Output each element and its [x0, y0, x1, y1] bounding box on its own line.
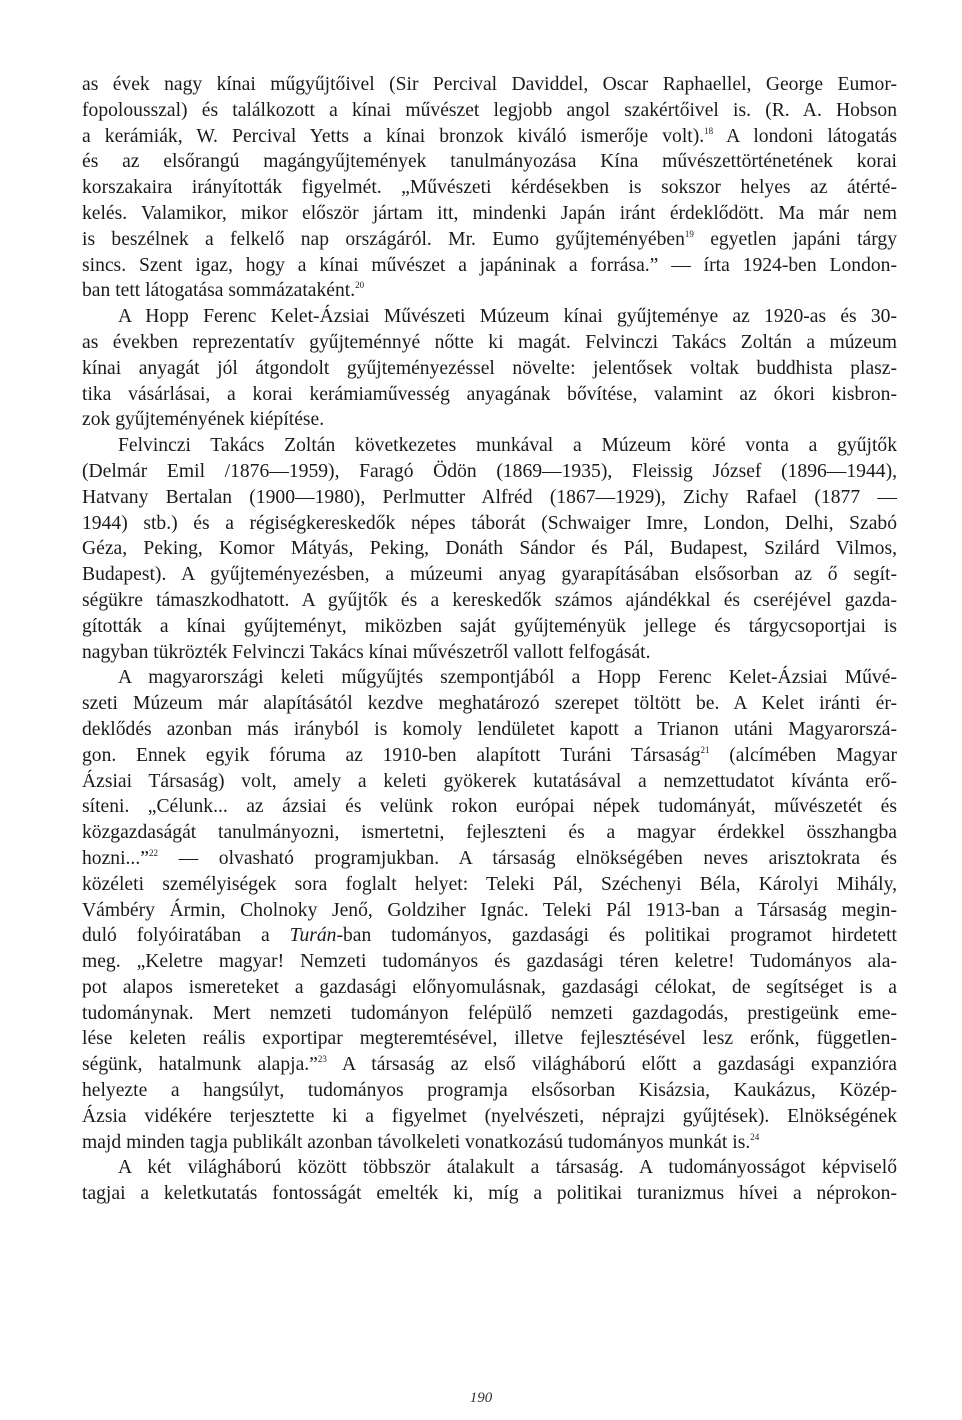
text-line: as évek nagy kínai műgyűjtőivel (Sir Percival Daviddel, Oscar Raphaellel, George Eumor- [82, 74, 897, 95]
text-line: A magyarországi keleti műgyűjtés szempontjából a Hopp Ferenc Kelet-Ázsiai Művé- [118, 667, 897, 689]
footnote-ref: 18 [704, 125, 714, 136]
paragraph-3 [82, 433, 897, 665]
text-line: meg. „Keletre magyar! Nemzeti tudományos és gazdasági téren keletre! Tudományos ala- [82, 951, 897, 973]
text-span: (alcímében Magyar [709, 744, 897, 766]
text-line: tudománynak. Mert nemzeti tudományon felépülő nemzeti gazdagodás, prestigeünk eme- [82, 1002, 897, 1024]
footnote-ref: 20 [355, 280, 365, 291]
text-line: Ázsia vidékére terjesztette ki a figyelmet (nyelvészeti, néprajzi gyűjtések). Elnökségének [82, 1105, 897, 1127]
text-line: kelés. Valamikor, mikor először jártam itt, mindenki Japán iránt érdeklődött. Ma már nem [82, 202, 897, 224]
text-line [82, 278, 897, 304]
text-line: Budapest). A gyűjteményezésben, a múzeumi anyag gyarapításában elsősorban az ő segít- [82, 564, 897, 586]
text-line: A két világháború között többször átalakult a társaság. A tudományosságot képviselő [118, 1157, 897, 1179]
text-line: Vámbéry Ármin, Cholnoky Jenő, Goldziher Ignác. Teleki Pál 1913-ban a Társaság megin- [82, 899, 897, 921]
text-span: ségünk, hatalmunk alapja.” [82, 1054, 318, 1076]
text-span: — olvasható programjukban. A társaság elnökségében neves arisztokrata és [157, 847, 897, 869]
text-line: sincs. Szent igaz, hogy a kínai művészet a japáninak a forrása.” — írta 1924-ben London- [82, 254, 897, 276]
text-line: helyezte a hangsúlyt, tudományos programja elsősorban Kisázsia, Kaukázus, Közép- [82, 1080, 897, 1102]
text-line: deklődés azonban más irányból is komoly lendületet kapott a Trianon utáni Magyarorszá- [82, 718, 897, 740]
text-span: A társaság az első világháború előtt a gazdasági expanzióra [326, 1054, 897, 1076]
text-line [82, 846, 897, 872]
text-line [82, 124, 897, 150]
journal-title: Turán [289, 925, 337, 947]
text-line: A Hopp Ferenc Kelet-Ázsiai Művészeti Múzeum kínai gyűjteménye az 1920-as és 30- [118, 306, 897, 328]
text-line: Felvinczi Takács Zoltán következetes munkával a Múzeum köré vonta a gyűjtők [118, 435, 897, 457]
text-line: Géza, Peking, Komor Mátyás, Peking, Donáth Sándor és Pál, Budapest, Szilárd Vilmos, [82, 538, 897, 560]
text-line: és az elsőrangú magángyűjtemények tanulmányozása Kína művészettörténetének korai [82, 151, 897, 173]
text-line [82, 923, 897, 949]
text-line: 1944) stb.) és a régiségkereskedők népes táborát (Schwaiger Imre, London, Delhi, Szabó [82, 512, 897, 534]
paragraph-2 [82, 304, 897, 433]
text-span: duló folyóiratában a [82, 925, 290, 947]
text-line: ségükre támaszkodhatott. A gyűjtők és a kereskedők számos ajándékkal és cseréjével gazda- [82, 589, 897, 611]
text-line: gították a kínai gyűjteményt, miközben saját gyűjteményük jellege és tárgycsoportjai is [82, 615, 897, 637]
text-line: korszakaira irányították figyelmét. „Művészeti kérdésekben is sokszor helyes az átérté- [82, 177, 897, 199]
text-line: lése keleten reális exportipar megteremtésével, illetve fejlesztésével lesz erőnk, független- [82, 1028, 897, 1050]
footnote-ref: 21 [700, 744, 710, 755]
text-line: zok gyűjteményének kiépítése. [82, 409, 325, 431]
page-number: 190 [469, 1390, 493, 1406]
paragraph-5 [82, 1155, 897, 1207]
text-line: tika vásárlásai, a korai kerámiaművesség anyagának bővítése, valamint az ókori kisbron- [82, 383, 897, 405]
footnote-ref: 23 [317, 1054, 327, 1065]
text-line: pot alapos ismereteket a gazdasági előnyomulásnak, gazdasági célokat, de segítséget is a [82, 976, 897, 998]
text-line: nagyban tükrözték Felvinczi Takács kínai művészetről vallott felfogását. [82, 641, 651, 663]
text-line: (Delmár Emil /1876—1959), Faragó Ödön (1869—1935), Fleissig József (1896—1944), [82, 460, 897, 482]
text-line: Ázsiai Társaság) volt, amely a keleti gyökerek kutatásával a nemzettudatot kívánta erő- [82, 770, 897, 792]
text-span: A londoni látogatás [713, 125, 897, 147]
text-span: hozni...” [82, 847, 149, 869]
text-span: a kerámiák, W. Percival Yetts a kínai bronzok kiváló ismerője volt). [82, 125, 705, 147]
text-span: majd minden tagja publikált azonban távolkeleti vonatkozású tudományos munkát is. [82, 1131, 751, 1153]
text-line [82, 227, 897, 253]
body-text [82, 72, 897, 1207]
text-span: egyetlen japáni tárgy [693, 228, 897, 250]
text-line: fopolousszal) és találkozott a kínai művészet legjobb angol szakértőivel is. (R. A. Hobson [82, 99, 897, 121]
paragraph-1 [82, 72, 897, 304]
text-span: ban tett látogatása sommázataként. [82, 280, 356, 302]
text-line [82, 743, 897, 769]
text-span: is beszélnek a felkelő nap országáról. Mr. Eumo gyűjteményében [82, 228, 685, 250]
text-line: közéleti személyiségek sora foglalt helyet: Teleki Pál, Széchenyi Béla, Károlyi Mihály, [82, 873, 897, 895]
text-line: kínai anyagát jól átgondolt gyűjteményezéssel növelte: jelentősek voltak buddhista plasz- [82, 357, 897, 379]
text-line [82, 1130, 897, 1156]
text-line: szeti Múzeum már alapításától kezdve meghatározó szerepet töltött be. A Kelet iránti ér- [82, 693, 897, 715]
text-line: Hatvany Bertalan (1900—1980), Perlmutter Alfréd (1867—1929), Zichy Rafael (1877 — [82, 486, 897, 508]
footnote-ref: 22 [148, 847, 158, 858]
footnote-ref: 24 [750, 1131, 760, 1142]
text-line: tagjai a keletkutatás fontosságát emelték ki, míg a politikai turanizmus hívei a néprokon- [82, 1183, 897, 1205]
paragraph-4 [82, 665, 897, 1155]
text-line: as években reprezentatív gyűjteménnyé nőtte ki magát. Felvinczi Takács Zoltán a múzeum [82, 331, 897, 353]
text-span: -ban tudományos, gazdasági és politikai programot hirdetett [336, 925, 897, 947]
text-line: síteni. „Célunk... az ázsiai és velünk rokon európai népek tudományát, művészetét és [82, 796, 897, 818]
text-span: gon. Ennek egyik fóruma az 1910-ben alapított Turáni Társaság [82, 744, 701, 766]
footnote-ref: 19 [684, 228, 694, 239]
text-line: közgazdaságát tanulmányozni, ismertetni, fejleszteni és a magyar érdekkel összhangba [82, 822, 897, 844]
text-line [82, 1052, 897, 1078]
